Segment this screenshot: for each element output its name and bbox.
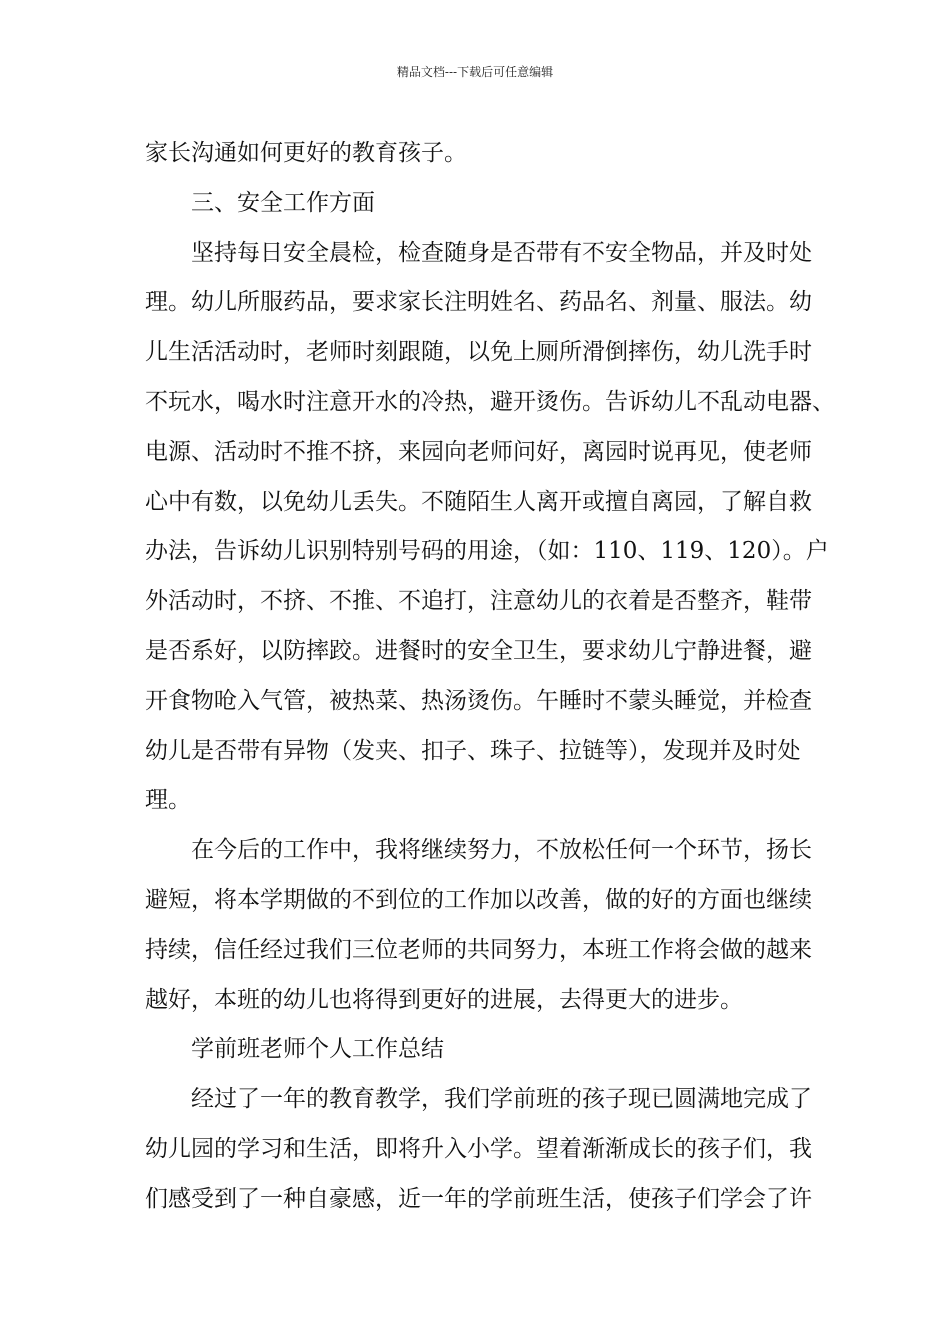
section-heading-safety: 三、安全工作方面: [191, 189, 375, 216]
text-line: 理。幼儿所服药品，要求家长注明姓名、药品名、剂量、服法。幼: [145, 289, 812, 316]
page-header: 精品文档---下载后可任意编辑: [396, 65, 554, 79]
text-line: 办法，告诉幼儿识别特别号码的用途，（如：110、119、120）。户: [145, 538, 829, 565]
text-line: 们感受到了一种自豪感，近一年的学前班生活，使孩子们学会了许: [145, 1185, 812, 1212]
text-line: 幼儿是否带有异物（发夹、扣子、珠子、拉链等），发现并及时处: [145, 737, 801, 764]
text-line: 避短，将本学期做的不到位的工作加以改善，做的好的方面也继续: [145, 886, 812, 913]
paragraph-line: 在今后的工作中，我将继续努力，不放松任何一个环节，扬长: [191, 837, 812, 864]
text-line: 是否系好，以防摔跤。进餐时的安全卫生，要求幼儿宁静进餐，避: [145, 637, 812, 664]
text-line: 开食物呛入气管，被热菜、热汤烫伤。午睡时不蒙头睡觉，并检查: [145, 687, 812, 714]
text-line: 越好，本班的幼儿也将得到更好的进展，去得更大的进步。: [145, 986, 743, 1013]
section-heading-summary: 学前班老师个人工作总结: [191, 1036, 444, 1063]
text-line: 心中有数，以免幼儿丢失。不随陌生人离开或擅自离园，了解自救: [145, 488, 812, 515]
text-line: 持续，信任经过我们三位老师的共同努力，本班工作将会做的越来: [145, 936, 812, 963]
text-line: 外活动时，不挤、不推、不追打，注意幼儿的衣着是否整齐，鞋带: [145, 588, 812, 615]
text-line: 儿生活活动时，老师时刻跟随，以免上厕所滑倒摔伤，幼儿洗手时: [145, 339, 812, 366]
document-body: [145, 129, 835, 1225]
text-line: 不玩水，喝水时注意开水的冷热，避开烫伤。告诉幼儿不乱动电器、: [145, 388, 835, 415]
text-line: 理。: [145, 787, 191, 814]
paragraph-line: 经过了一年的教育教学，我们学前班的孩子现已圆满地完成了: [191, 1086, 812, 1113]
text-line: 幼儿园的学习和生活，即将升入小学。望着渐渐成长的孩子们，我: [145, 1135, 812, 1162]
paragraph-line: 坚持每日安全晨检，检查随身是否带有不安全物品，并及时处: [191, 239, 812, 266]
text-line: 电源、活动时不推不挤，来园向老师问好，离园时说再见，使老师: [145, 438, 812, 465]
text-line: 家长沟通如何更好的教育孩子。: [145, 140, 467, 166]
